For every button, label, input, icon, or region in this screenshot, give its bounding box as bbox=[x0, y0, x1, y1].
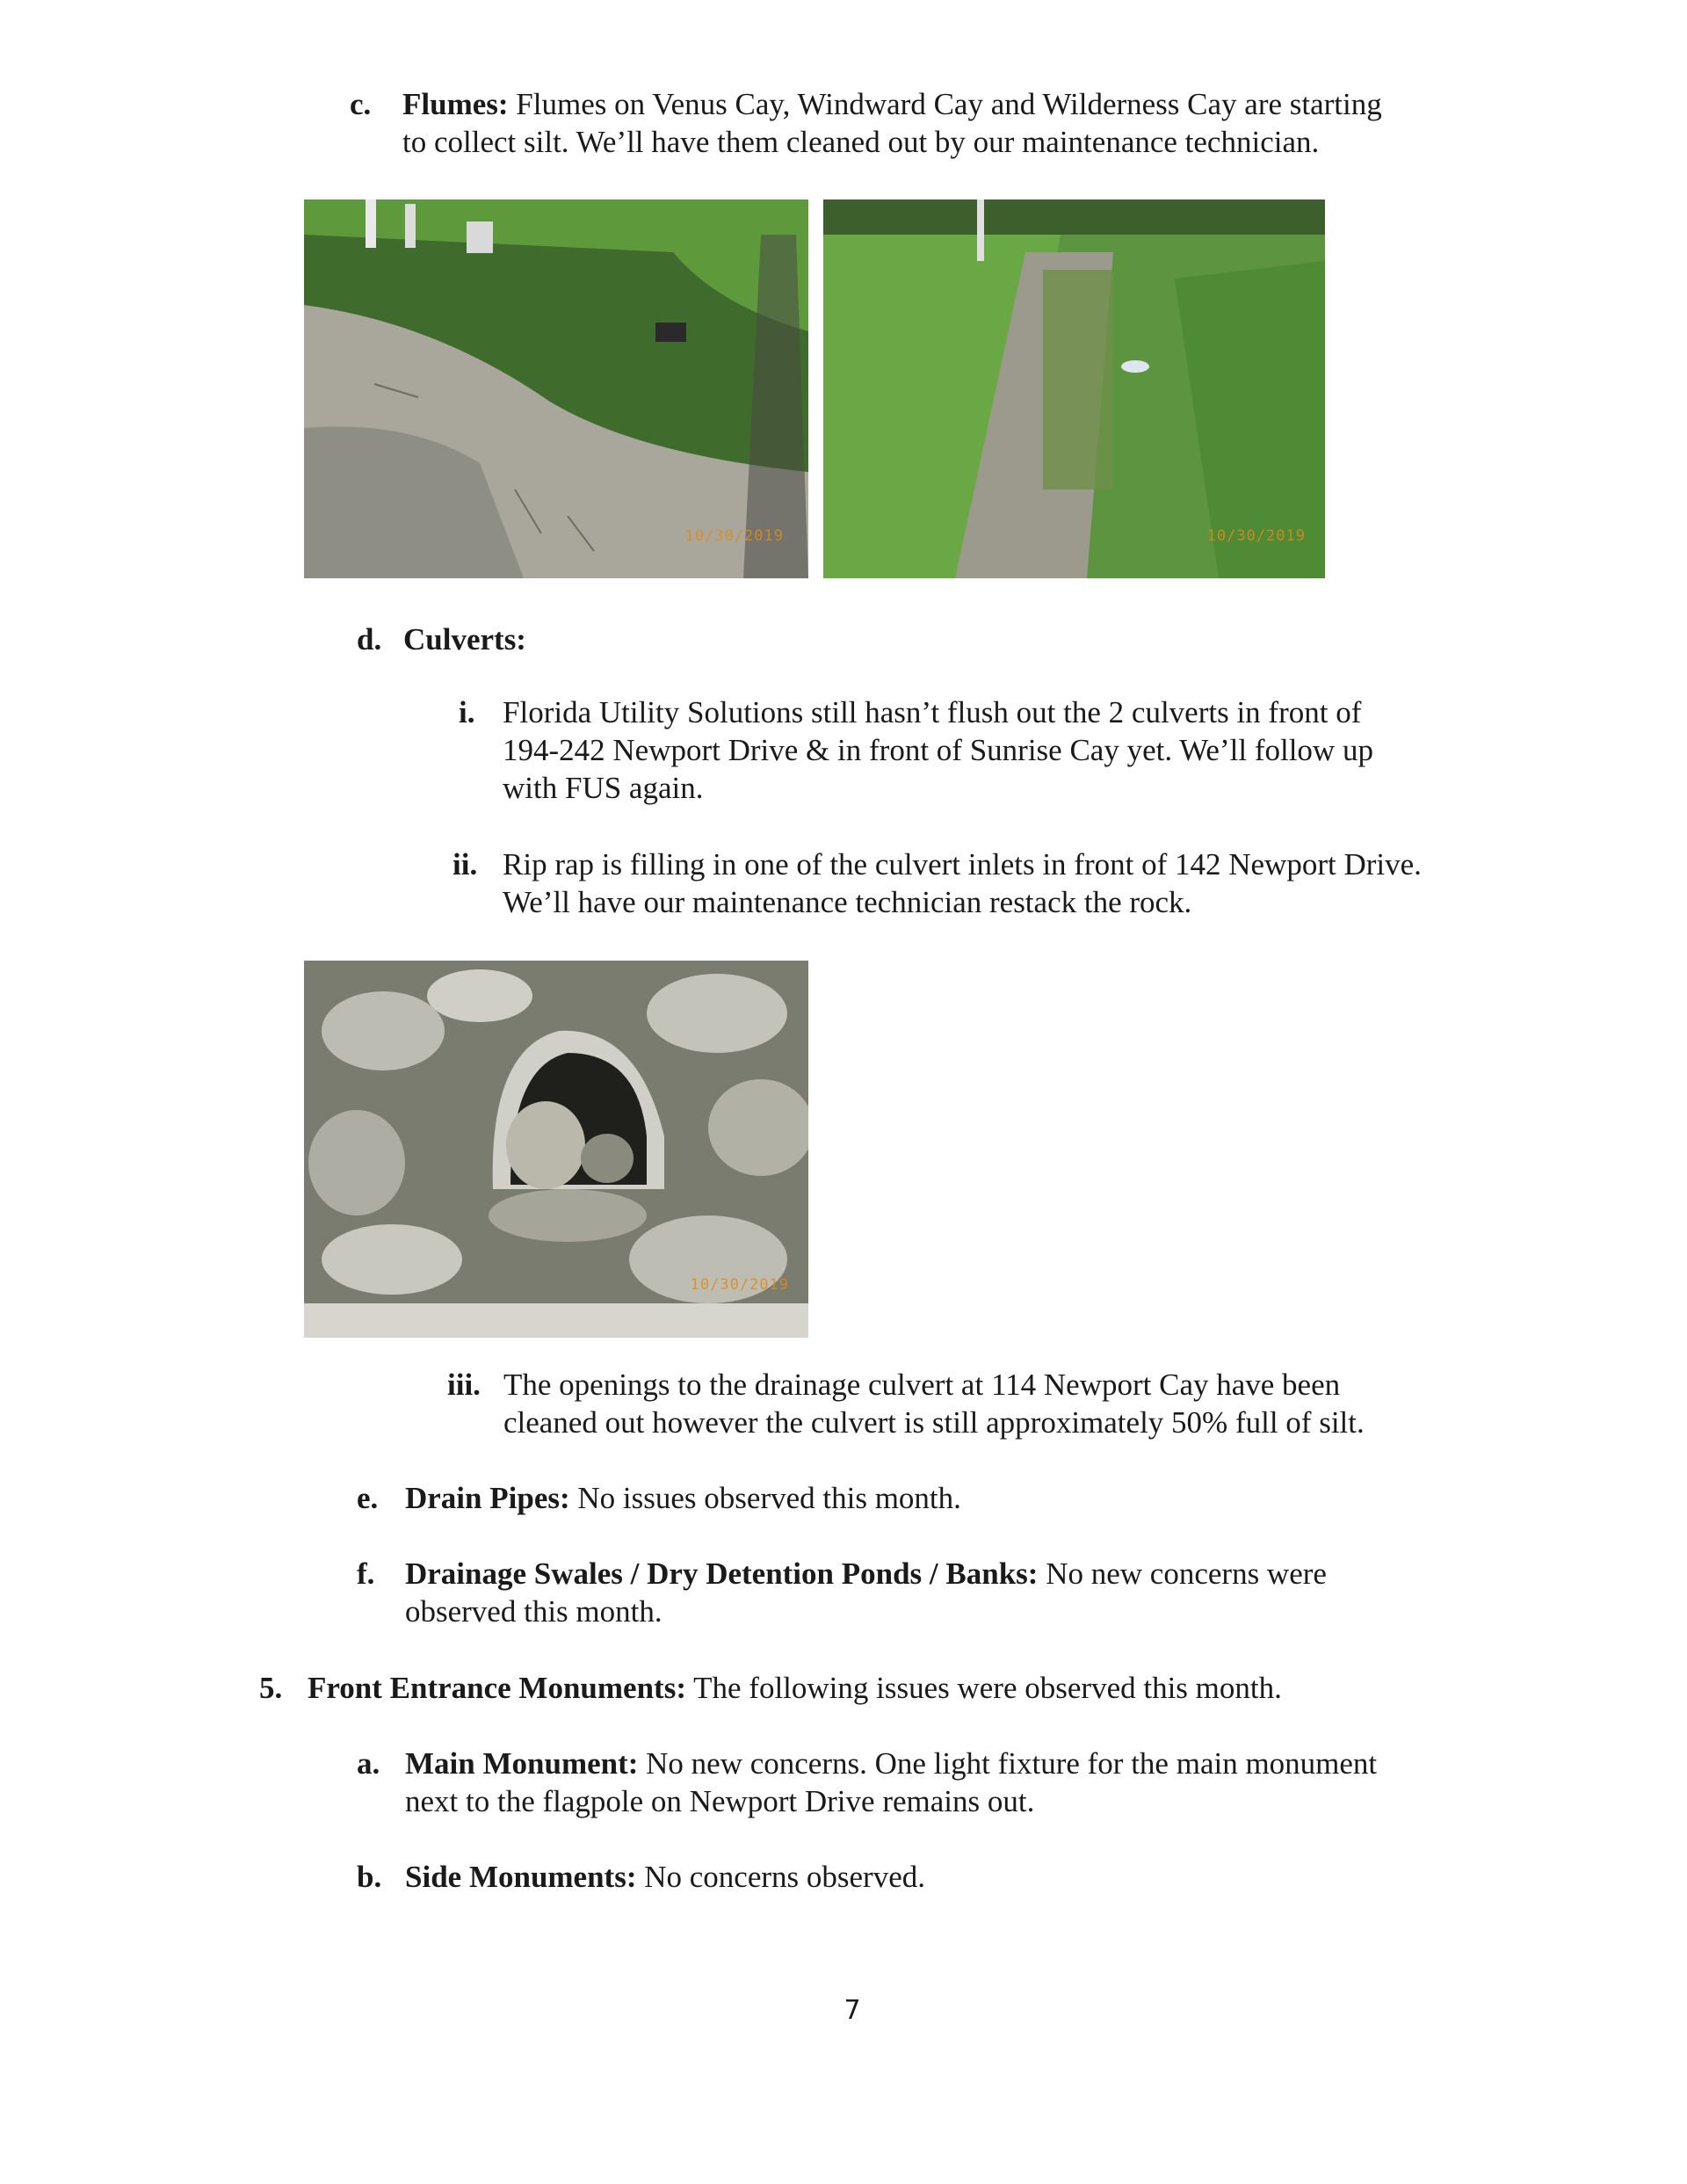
flume-photo-left-date-stamp: 10/30/2019 bbox=[684, 527, 784, 545]
culverts-marker: d. bbox=[357, 622, 382, 657]
main-monument-heading: Main Monument: bbox=[405, 1746, 639, 1781]
drain-pipes-line bbox=[405, 1479, 961, 1517]
culverts-item-i-line-3: with FUS again. bbox=[503, 771, 704, 805]
culvert-photo-date-stamp: 10/30/2019 bbox=[690, 1276, 789, 1294]
swales-text-1: No new concerns were bbox=[1046, 1556, 1327, 1591]
drain-pipes-heading: Drain Pipes: bbox=[405, 1481, 570, 1515]
main-monument-line-2: next to the flagpole on Newport Drive remains out. bbox=[405, 1784, 1035, 1818]
flume-photo-right-date-stamp: 10/30/2019 bbox=[1206, 527, 1306, 545]
flumes-line-2: to collect silt. We’ll have them cleaned out by our maintenance technician. bbox=[402, 125, 1320, 159]
main-monument-line-1 bbox=[405, 1745, 1377, 1782]
side-monuments-heading: Side Monuments: bbox=[405, 1860, 637, 1894]
culverts-item-iii-line-2: cleaned out however the culvert is still approximately 50% full of silt. bbox=[503, 1405, 1365, 1440]
culverts-item-ii-marker: ii. bbox=[453, 847, 478, 882]
swales-line-1 bbox=[405, 1555, 1327, 1593]
flume-photo-venus-cay bbox=[304, 200, 808, 578]
culverts-heading: Culverts: bbox=[403, 622, 526, 657]
side-monuments-marker: b. bbox=[357, 1860, 382, 1894]
culverts-item-iii-line-1: The openings to the drainage culvert at 114 Newport Cay have been bbox=[503, 1368, 1341, 1402]
side-monuments-text: No concerns observed. bbox=[644, 1860, 926, 1894]
monuments-heading: Front Entrance Monuments: bbox=[308, 1671, 686, 1705]
culvert-inlet-photo bbox=[304, 961, 808, 1338]
flumes-marker: c. bbox=[350, 87, 372, 121]
culverts-item-ii-line-1: Rip rap is filling in one of the culvert inlets in front of 142 Newport Drive. bbox=[503, 847, 1422, 882]
monuments-marker: 5. bbox=[259, 1671, 283, 1705]
drain-pipes-marker: e. bbox=[357, 1481, 379, 1515]
main-monument-marker: a. bbox=[357, 1746, 380, 1781]
flumes-heading: Flumes: bbox=[402, 87, 509, 121]
swales-line-2: observed this month. bbox=[405, 1594, 662, 1629]
flume-photo-windward-cay bbox=[823, 200, 1325, 578]
culverts-item-iii-marker: iii. bbox=[447, 1368, 481, 1402]
swales-heading: Drainage Swales / Dry Detention Ponds / Banks: bbox=[405, 1556, 1039, 1591]
page-number: 7 bbox=[844, 1995, 861, 2026]
culverts-item-i-marker: i. bbox=[459, 695, 475, 729]
monuments-text: The following issues were observed this month. bbox=[693, 1671, 1282, 1705]
side-monuments-line bbox=[405, 1858, 925, 1896]
swales-marker: f. bbox=[357, 1556, 375, 1591]
monuments-line bbox=[308, 1669, 1282, 1707]
culverts-item-ii-line-2: We’ll have our maintenance technician restack the rock. bbox=[503, 885, 1192, 919]
culverts-item-i-line-2: 194-242 Newport Drive & in front of Sunrise Cay yet. We’ll follow up bbox=[503, 733, 1373, 767]
culverts-item-i-line-1: Florida Utility Solutions still hasn’t flush out the 2 culverts in front of bbox=[503, 695, 1362, 729]
main-monument-text-1: No new concerns. One light fixture for the main monument bbox=[646, 1746, 1378, 1781]
flumes-text-1: Flumes on Venus Cay, Windward Cay and Wilderness Cay are starting bbox=[516, 87, 1382, 121]
flumes-line-1 bbox=[402, 85, 1382, 123]
drain-pipes-text: No issues observed this month. bbox=[577, 1481, 961, 1515]
